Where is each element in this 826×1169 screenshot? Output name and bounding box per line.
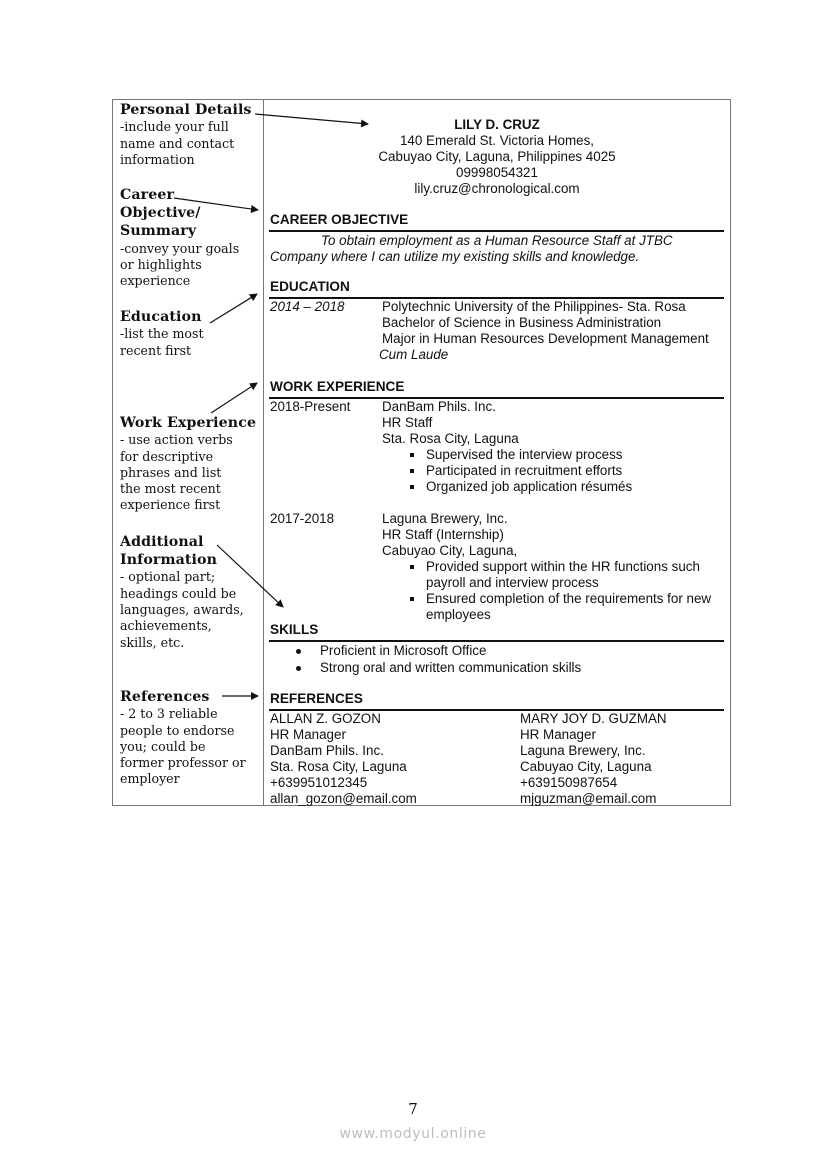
reference-name: MARY JOY D. GUZMAN — [520, 711, 667, 726]
objective-text: Company where I can utilize my existing skills and knowledge. — [270, 249, 640, 264]
guide-text: employer — [120, 771, 180, 787]
section-title-skills: SKILLS — [270, 622, 319, 637]
reference-email: mjguzman@email.com — [520, 791, 657, 806]
guide-heading: Summary — [120, 223, 197, 240]
guide-heading: Information — [120, 552, 218, 569]
duty-text-continued: employees — [426, 607, 491, 622]
job-company: Laguna Brewery, Inc. — [382, 511, 508, 526]
reference-position: HR Manager — [270, 727, 346, 742]
reference-phone: +639150987654 — [520, 775, 618, 790]
guide-heading: Education — [120, 309, 202, 325]
phone-number: 09998054321 — [456, 165, 538, 180]
guide-text: for descriptive — [120, 448, 214, 464]
watermark: www.modyul.online — [339, 1126, 487, 1142]
guide-text: experience first — [120, 497, 221, 513]
guide-text: the most recent — [120, 481, 221, 497]
duty-text-continued: payroll and interview process — [426, 575, 599, 590]
degree: Bachelor of Science in Business Administration — [382, 315, 662, 330]
job-duty — [410, 447, 732, 463]
reference-location: Cabuyao City, Laguna — [520, 759, 652, 774]
job-position: HR Staff (Internship) — [382, 527, 504, 542]
reference-location: Sta. Rosa City, Laguna — [270, 759, 407, 774]
duty-text: Supervised the interview process — [426, 447, 623, 462]
bullet-icon — [296, 649, 301, 654]
square-bullet-icon — [410, 485, 414, 489]
job-duty — [410, 463, 732, 479]
guide-career-objective — [120, 186, 265, 290]
section-title-work-experience: WORK EXPERIENCE — [270, 379, 405, 394]
section-rule — [269, 640, 724, 642]
job-years: 2018-Present — [270, 399, 351, 414]
reference-entry — [270, 711, 417, 807]
resume-guide-table — [112, 99, 731, 806]
job-duty — [410, 559, 732, 575]
reference-email: allan_gozon@email.com — [270, 791, 417, 806]
square-bullet-icon — [410, 453, 414, 457]
guide-work-experience — [120, 414, 265, 514]
education-years: 2014 – 2018 — [270, 299, 345, 314]
guide-text: achievements, — [120, 618, 212, 634]
guide-text: recent first — [120, 342, 192, 358]
guide-text: headings could be — [120, 585, 237, 601]
guide-column — [113, 100, 263, 805]
resume-sample — [264, 100, 730, 805]
bullet-icon — [296, 666, 301, 671]
school-name: Polytechnic University of the Philippines- Sta. Rosa — [382, 299, 686, 314]
address-line-1: 140 Emerald St. Victoria Homes, — [399, 133, 594, 148]
section-title-career-objective: CAREER OBJECTIVE — [270, 212, 409, 227]
reference-position: HR Manager — [520, 727, 596, 742]
job-entry — [382, 511, 732, 623]
guide-text: information — [120, 151, 195, 167]
square-bullet-icon — [410, 469, 414, 473]
job-location: Cabuyao City, Laguna, — [382, 543, 518, 558]
guide-text: - use action verbs — [120, 432, 233, 448]
guide-heading: Work Experience — [120, 415, 257, 431]
reference-name: ALLAN Z. GOZON — [270, 711, 381, 726]
resume-header — [264, 117, 730, 197]
job-company: DanBam Phils. Inc. — [382, 399, 496, 414]
section-rule — [269, 230, 724, 232]
reference-phone: +639951012345 — [270, 775, 368, 790]
guide-text: -convey your goals — [120, 240, 240, 256]
guide-references — [120, 688, 265, 788]
guide-heading: Additional — [120, 534, 204, 550]
guide-text: - 2 to 3 reliable — [120, 706, 218, 722]
job-years: 2017-2018 — [270, 511, 335, 526]
major: Major in Human Resources Development Management — [382, 331, 709, 346]
job-entry — [382, 399, 732, 495]
guide-personal-details — [120, 101, 265, 168]
page-number: 7 — [408, 1100, 418, 1118]
job-position: HR Staff — [382, 415, 433, 430]
guide-text: skills, etc. — [120, 634, 185, 650]
education-details — [379, 299, 709, 363]
guide-heading: Career — [120, 187, 175, 203]
guide-education — [120, 308, 265, 359]
applicant-name: LILY D. CRUZ — [454, 117, 540, 132]
reference-company: DanBam Phils. Inc. — [270, 743, 384, 758]
skill-item — [296, 660, 581, 676]
guide-text: experience — [120, 273, 191, 289]
guide-text: you; could be — [120, 738, 206, 754]
email-address: lily.cruz@chronological.com — [414, 181, 580, 196]
skill-text: Proficient in Microsoft Office — [320, 643, 487, 658]
guide-text: languages, awards, — [120, 602, 244, 617]
section-title-references: REFERENCES — [270, 691, 363, 706]
guide-text: name and contact — [120, 135, 235, 151]
guide-text: or highlights — [120, 256, 202, 272]
guide-heading: Personal Details — [120, 102, 252, 118]
guide-text: former professor or — [120, 755, 246, 771]
duty-text: Organized job application résumés — [426, 479, 633, 494]
square-bullet-icon — [410, 565, 414, 569]
duty-text: Ensured completion of the requirements for new — [426, 591, 712, 606]
address-line-2: Cabuyao City, Laguna, Philippines 4025 — [378, 149, 616, 164]
square-bullet-icon — [410, 597, 414, 601]
job-duty — [410, 479, 732, 495]
guide-heading: References — [120, 689, 210, 705]
guide-text: -include your full — [120, 119, 229, 135]
guide-text: - optional part; — [120, 569, 216, 585]
skill-text: Strong oral and written communication skills — [320, 660, 582, 675]
guide-text: people to endorse — [120, 722, 235, 738]
reference-company: Laguna Brewery, Inc. — [520, 743, 646, 758]
job-duty — [410, 591, 732, 607]
guide-additional-information — [120, 533, 265, 651]
reference-entry — [520, 711, 667, 807]
honor: Cum Laude — [379, 347, 449, 362]
guide-text: -list the most — [120, 326, 204, 342]
guide-text: phrases and list — [120, 464, 222, 480]
objective-text: To obtain employment as a Human Resource Staff at JTBC — [321, 233, 673, 248]
skill-item — [296, 643, 486, 659]
job-location: Sta. Rosa City, Laguna — [382, 431, 519, 446]
duty-text: Participated in recruitment efforts — [426, 463, 623, 478]
duty-text: Provided support within the HR functions such — [426, 559, 700, 574]
section-title-education: EDUCATION — [270, 279, 350, 294]
guide-heading: Objective/ — [120, 205, 201, 222]
